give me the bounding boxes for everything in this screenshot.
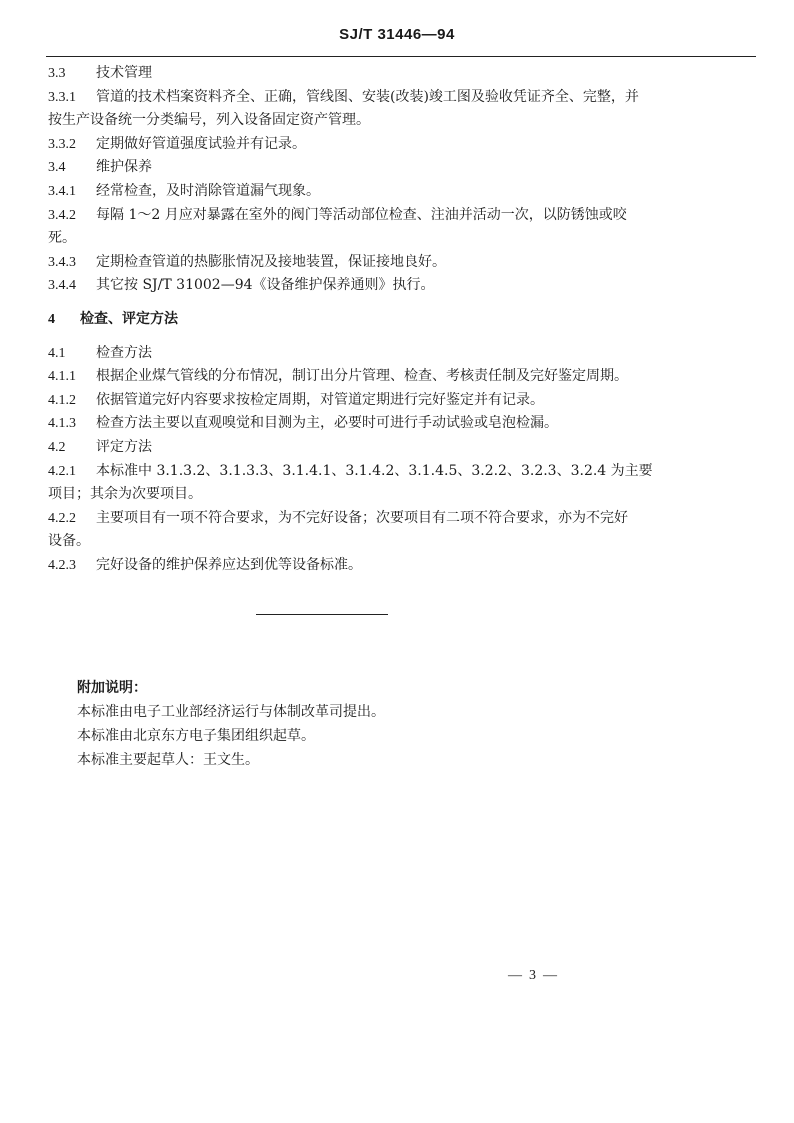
clause-number: 3.4.1 — [48, 183, 76, 199]
header-rule — [46, 56, 756, 57]
clause-continuation — [48, 227, 596, 251]
clause-line — [48, 436, 596, 460]
clause-number: 3.3 — [48, 66, 66, 81]
clause-number: 4.2.3 — [48, 557, 76, 573]
clause-line — [48, 365, 628, 389]
clause-line — [48, 62, 596, 86]
clause-continuation — [48, 483, 596, 507]
clause-text: 经常检查，及时消除管道漏气现象。 — [96, 182, 320, 199]
clause-continuation — [48, 109, 596, 133]
clause-text: 检查方法主要以直观嗅觉和目测为主，必要时可进行手动试验或皂泡检漏。 — [96, 415, 558, 432]
clause-text: 依据管道完好内容要求按检定周期，对管道定期进行完好鉴定并有记录。 — [96, 391, 544, 408]
clause-line — [48, 460, 653, 484]
clause-number: 4.2.2 — [48, 510, 76, 526]
clause-number: 4.2.1 — [48, 463, 76, 479]
clause-text: 维护保养 — [96, 159, 152, 176]
section-divider — [256, 614, 388, 615]
clause-number: 4.1.1 — [48, 369, 76, 385]
clause-text: 主要项目有一项不符合要求，为不完好设备；次要项目有二项不符合要求，亦为不完好 — [96, 509, 628, 526]
clause-line — [48, 507, 628, 531]
standard-code-header: SJ/T 31446—94 — [339, 26, 455, 43]
clause-line — [48, 389, 596, 413]
clause-line — [48, 180, 596, 204]
clause-text: 定期检查管道的热膨胀情况及接地装置，保证接地良好。 — [96, 253, 446, 270]
clause-text: 每隔 1～2 月应对暴露在室外的阀门等活动部位检查、注油并活动一次，以防锈蚀或咬 — [96, 206, 627, 223]
clause-number: 4.1.2 — [48, 392, 76, 408]
clause-line — [48, 412, 596, 436]
page-number: — 3 — — [508, 968, 557, 983]
clause-number: 3.4.3 — [48, 254, 76, 270]
clause-number: 4.2 — [48, 439, 66, 455]
clause-line — [48, 156, 596, 180]
clause-number: 3.3.2 — [48, 136, 76, 152]
clause-number: 4.1 — [48, 345, 66, 361]
clause-continuation — [48, 530, 596, 554]
clause-text: 按生产设备统一分类编号，列入设备固定资产管理。 — [48, 112, 370, 129]
additional-notes — [77, 676, 385, 772]
clause-text: 管道的技术档案资料齐全、正确，管线图、安装(改装)竣工图及验收凭证齐全、完整，并 — [96, 88, 639, 105]
clause-text: 技术管理 — [96, 65, 152, 81]
clause-text: 定期做好管道强度试验并有记录。 — [96, 135, 306, 152]
notes-line-drafting-org: 本标准由北京东方电子集团组织起草。 — [77, 728, 315, 744]
clause-number: 3.4.4 — [48, 278, 76, 294]
clause-line — [48, 554, 596, 578]
clause-line — [48, 342, 596, 366]
clause-number: 4 — [48, 311, 55, 327]
document-body — [48, 62, 653, 577]
clause-text: 根据企业煤气管线的分布情况，制订出分片管理、检查、考核责任制及完好鉴定周期。 — [96, 368, 628, 385]
clause-text: 死。 — [48, 230, 76, 247]
clause-number: 3.3.1 — [48, 89, 76, 105]
clause-text: 完好设备的维护保养应达到优等设备标准。 — [96, 556, 362, 573]
clause-text: 设备。 — [48, 533, 90, 550]
clause-text: 评定方法 — [96, 438, 152, 455]
clause-text: 其它按 SJ/T 31002—94《设备维护保养通则》执行。 — [96, 277, 435, 294]
clause-line — [48, 274, 596, 298]
clause-number: 3.4.2 — [48, 207, 76, 223]
notes-line-drafter: 本标准主要起草人：王文生。 — [77, 752, 259, 768]
clause-text: 检查方法 — [96, 344, 152, 361]
notes-line-proposer: 本标准由电子工业部经济运行与体制改革司提出。 — [77, 704, 385, 720]
clause-text: 项目；其余为次要项目。 — [48, 486, 202, 503]
clause-line — [48, 251, 596, 275]
section-heading — [48, 308, 596, 332]
clause-text: 本标准中 3.1.3.2、3.1.3.3、3.1.4.1、3.1.4.2、3.1.4.5、3.2.2、3.2.3、3.2.4 为主要 — [96, 462, 653, 479]
clause-line — [48, 86, 639, 110]
clause-text: 检查、评定方法 — [80, 310, 178, 327]
notes-title: 附加说明： — [77, 680, 147, 696]
clause-number: 4.1.3 — [48, 416, 76, 432]
clause-line — [48, 133, 596, 157]
clause-line — [48, 204, 627, 228]
clause-number: 3.4 — [48, 160, 66, 176]
